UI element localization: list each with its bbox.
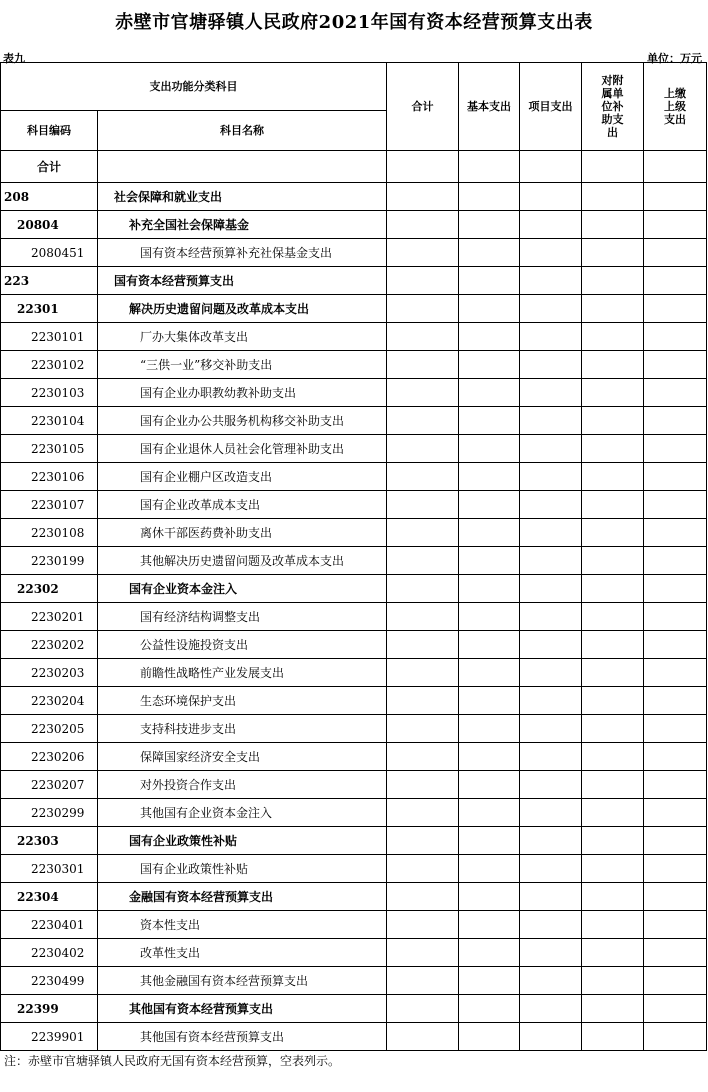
budget-table (0, 62, 707, 1051)
row-basic-cell (459, 323, 520, 351)
row-project-cell (520, 631, 582, 659)
row-upper-cell (644, 183, 707, 211)
row-total-cell (387, 855, 459, 883)
row-subsidy-cell (582, 1023, 644, 1051)
footnote: 注：赤壁市官塘驿镇人民政府无国有资本经营预算，空表列示。 (4, 1054, 341, 1068)
row-upper-cell (644, 715, 707, 743)
row-name: 离休干部医药费补助支出 (98, 519, 387, 547)
row-total-cell (387, 799, 459, 827)
row-code: 2230202 (1, 631, 98, 659)
row-upper-cell (644, 631, 707, 659)
row-total-cell (387, 463, 459, 491)
row-upper-cell (644, 799, 707, 827)
row-total-cell (387, 519, 459, 547)
row-upper-cell (644, 239, 707, 267)
row-code: 2230203 (1, 659, 98, 687)
row-total-cell (387, 911, 459, 939)
row-code: 22301 (1, 295, 98, 323)
row-total-cell (387, 267, 459, 295)
row-upper-cell (644, 267, 707, 295)
row-total-cell (387, 295, 459, 323)
row-project-cell (520, 827, 582, 855)
row-subsidy-cell (582, 463, 644, 491)
row-upper-cell (644, 687, 707, 715)
row-total-cell (387, 659, 459, 687)
row-subsidy-cell (582, 743, 644, 771)
row-code: 2230299 (1, 799, 98, 827)
row-code: 223 (1, 267, 98, 295)
row-project-cell (520, 267, 582, 295)
table-row (1, 967, 707, 995)
row-upper-cell (644, 967, 707, 995)
table-row (1, 631, 707, 659)
header-name: 科目名称 (98, 111, 387, 151)
row-name: 金融国有资本经营预算支出 (98, 883, 387, 911)
row-basic-cell (459, 631, 520, 659)
row-name: 其他国有资本经营预算支出 (98, 1023, 387, 1051)
row-project-cell (520, 379, 582, 407)
row-name: 国有经济结构调整支出 (98, 603, 387, 631)
table-row (1, 379, 707, 407)
row-total-cell (387, 687, 459, 715)
row-project-cell (520, 883, 582, 911)
row-basic-cell (459, 547, 520, 575)
row-name: 支持科技进步支出 (98, 715, 387, 743)
row-basic-cell (459, 351, 520, 379)
row-name: 解决历史遗留问题及改革成本支出 (98, 295, 387, 323)
table-row (1, 351, 707, 379)
row-total-cell (387, 743, 459, 771)
table-number: 表九 (3, 52, 25, 65)
row-code: 2230205 (1, 715, 98, 743)
row-total-cell (387, 547, 459, 575)
table-row (1, 295, 707, 323)
row-name: 补充全国社会保障基金 (98, 211, 387, 239)
row-total-cell (387, 239, 459, 267)
table-row (1, 715, 707, 743)
row-upper-cell (644, 771, 707, 799)
row-basic-cell (459, 239, 520, 267)
row-name: “三供一业”移交补助支出 (98, 351, 387, 379)
row-subsidy-cell (582, 631, 644, 659)
row-code: 2230199 (1, 547, 98, 575)
table-row (1, 939, 707, 967)
row-code: 2230108 (1, 519, 98, 547)
row-basic-cell (459, 743, 520, 771)
row-basic-cell (459, 911, 520, 939)
row-total-cell (387, 575, 459, 603)
row-subsidy-cell (582, 211, 644, 239)
row-basic-cell (459, 799, 520, 827)
row-name: 其他金融国有资本经营预算支出 (98, 967, 387, 995)
table-row (1, 827, 707, 855)
table-row (1, 1023, 707, 1051)
row-total-cell (387, 323, 459, 351)
row-basic-cell (459, 687, 520, 715)
row-subsidy-cell (582, 267, 644, 295)
row-total-cell (387, 407, 459, 435)
row-project-cell (520, 239, 582, 267)
row-name: 改革性支出 (98, 939, 387, 967)
row-upper-cell (644, 435, 707, 463)
table-row (1, 575, 707, 603)
row-basic-cell (459, 295, 520, 323)
row-subsidy-cell (582, 295, 644, 323)
row-code: 2230101 (1, 323, 98, 351)
row-name: 国有企业办职教幼教补助支出 (98, 379, 387, 407)
row-subsidy-cell (582, 687, 644, 715)
row-code: 22304 (1, 883, 98, 911)
row-name: 国有资本经营预算补充社保基金支出 (98, 239, 387, 267)
table-row (1, 687, 707, 715)
row-upper-cell (644, 379, 707, 407)
row-project-cell (520, 351, 582, 379)
row-subsidy-cell (582, 379, 644, 407)
row-code: 2080451 (1, 239, 98, 267)
table-row (1, 211, 707, 239)
header-subsidy: 对附属单位补助支出 (582, 63, 644, 151)
row-name: 厂办大集体改革支出 (98, 323, 387, 351)
row-subsidy-cell (582, 995, 644, 1023)
row-total-cell (387, 771, 459, 799)
row-upper-cell (644, 351, 707, 379)
row-name: 其他国有资本经营预算支出 (98, 995, 387, 1023)
row-code: 2230104 (1, 407, 98, 435)
header-row-1 (1, 63, 707, 111)
row-subsidy-cell (582, 491, 644, 519)
table-body (1, 63, 707, 1051)
row-code: 2239901 (1, 1023, 98, 1051)
table-row (1, 407, 707, 435)
row-basic-cell (459, 883, 520, 911)
row-basic-cell (459, 771, 520, 799)
row-project-cell (520, 771, 582, 799)
row-subsidy-cell (582, 239, 644, 267)
row-total-cell (387, 631, 459, 659)
row-project-cell (520, 995, 582, 1023)
row-subsidy-cell (582, 827, 644, 855)
row-total-cell (387, 603, 459, 631)
row-basic-cell (459, 603, 520, 631)
header-category-group: 支出功能分类科目 (1, 63, 387, 111)
row-total-cell (387, 491, 459, 519)
row-total-cell (387, 1023, 459, 1051)
row-upper-cell (644, 1023, 707, 1051)
row-name: 其他解决历史遗留问题及改革成本支出 (98, 547, 387, 575)
row-name: 国有企业退休人员社会化管理补助支出 (98, 435, 387, 463)
row-name: 国有资本经营预算支出 (98, 267, 387, 295)
row-basic-cell (459, 575, 520, 603)
header-basic: 基本支出 (459, 63, 520, 151)
row-subsidy-cell (582, 603, 644, 631)
table-row (1, 183, 707, 211)
row-name: 资本性支出 (98, 911, 387, 939)
row-project-cell (520, 659, 582, 687)
row-upper-cell (644, 883, 707, 911)
header-code: 科目编码 (1, 111, 98, 151)
row-basic-cell (459, 407, 520, 435)
row-code: 2230106 (1, 463, 98, 491)
row-basic-cell (459, 267, 520, 295)
row-code: 22302 (1, 575, 98, 603)
row-project-cell (520, 911, 582, 939)
row-project-cell (520, 939, 582, 967)
row-basic-cell (459, 939, 520, 967)
row-subsidy-cell (582, 967, 644, 995)
row-name: 国有企业政策性补贴 (98, 827, 387, 855)
row-upper-cell (644, 547, 707, 575)
row-code: 2230204 (1, 687, 98, 715)
row-basic-cell (459, 463, 520, 491)
row-name: 保障国家经济安全支出 (98, 743, 387, 771)
header-total: 合计 (387, 63, 459, 151)
row-project-cell (520, 687, 582, 715)
row-upper-cell (644, 855, 707, 883)
row-name (98, 151, 387, 183)
table-row (1, 151, 707, 183)
row-code: 合计 (1, 151, 98, 183)
row-code: 2230301 (1, 855, 98, 883)
row-code: 2230402 (1, 939, 98, 967)
row-upper-cell (644, 827, 707, 855)
unit-label: 单位：万元 (647, 52, 702, 65)
row-subsidy-cell (582, 435, 644, 463)
row-project-cell (520, 463, 582, 491)
row-basic-cell (459, 519, 520, 547)
row-project-cell (520, 547, 582, 575)
row-project-cell (520, 211, 582, 239)
row-basic-cell (459, 715, 520, 743)
table-row (1, 911, 707, 939)
row-subsidy-cell (582, 799, 644, 827)
row-name: 其他国有企业资本金注入 (98, 799, 387, 827)
row-project-cell (520, 799, 582, 827)
row-project-cell (520, 575, 582, 603)
row-subsidy-cell (582, 407, 644, 435)
row-basic-cell (459, 995, 520, 1023)
row-project-cell (520, 603, 582, 631)
row-subsidy-cell (582, 323, 644, 351)
row-name: 社会保障和就业支出 (98, 183, 387, 211)
row-project-cell (520, 323, 582, 351)
table-row (1, 239, 707, 267)
row-code: 2230207 (1, 771, 98, 799)
row-upper-cell (644, 659, 707, 687)
row-subsidy-cell (582, 575, 644, 603)
row-subsidy-cell (582, 183, 644, 211)
row-code: 2230499 (1, 967, 98, 995)
row-total-cell (387, 183, 459, 211)
table-row (1, 771, 707, 799)
row-total-cell (387, 435, 459, 463)
row-total-cell (387, 715, 459, 743)
row-subsidy-cell (582, 547, 644, 575)
row-code: 2230401 (1, 911, 98, 939)
row-project-cell (520, 715, 582, 743)
row-basic-cell (459, 491, 520, 519)
row-subsidy-cell (582, 939, 644, 967)
row-name: 国有企业棚户区改造支出 (98, 463, 387, 491)
table-row (1, 491, 707, 519)
table-row (1, 323, 707, 351)
table-row (1, 547, 707, 575)
table-row (1, 883, 707, 911)
table-row (1, 855, 707, 883)
row-upper-cell (644, 295, 707, 323)
table-row (1, 659, 707, 687)
row-subsidy-cell (582, 771, 644, 799)
row-total-cell (387, 827, 459, 855)
row-upper-cell (644, 603, 707, 631)
row-basic-cell (459, 827, 520, 855)
row-code: 22303 (1, 827, 98, 855)
row-basic-cell (459, 855, 520, 883)
table-row (1, 463, 707, 491)
table-row (1, 519, 707, 547)
table-row (1, 603, 707, 631)
row-project-cell (520, 1023, 582, 1051)
row-total-cell (387, 351, 459, 379)
row-project-cell (520, 295, 582, 323)
row-subsidy-cell (582, 351, 644, 379)
row-upper-cell (644, 211, 707, 239)
row-project-cell (520, 519, 582, 547)
header-upper: 上缴上级支出 (644, 63, 707, 151)
row-subsidy-cell (582, 659, 644, 687)
row-basic-cell (459, 435, 520, 463)
table-row (1, 799, 707, 827)
table-row (1, 995, 707, 1023)
row-project-cell (520, 855, 582, 883)
row-name: 公益性设施投资支出 (98, 631, 387, 659)
row-upper-cell (644, 323, 707, 351)
row-subsidy-cell (582, 911, 644, 939)
row-basic-cell (459, 183, 520, 211)
row-upper-cell (644, 151, 707, 183)
row-basic-cell (459, 1023, 520, 1051)
row-name: 对外投资合作支出 (98, 771, 387, 799)
row-upper-cell (644, 939, 707, 967)
row-project-cell (520, 151, 582, 183)
row-total-cell (387, 939, 459, 967)
row-project-cell (520, 407, 582, 435)
row-code: 2230206 (1, 743, 98, 771)
row-subsidy-cell (582, 151, 644, 183)
row-project-cell (520, 491, 582, 519)
row-project-cell (520, 435, 582, 463)
row-project-cell (520, 183, 582, 211)
row-project-cell (520, 743, 582, 771)
row-upper-cell (644, 463, 707, 491)
page-title: 赤壁市官塘驿镇人民政府2021年国有资本经营预算支出表 (115, 12, 593, 33)
row-basic-cell (459, 151, 520, 183)
row-basic-cell (459, 211, 520, 239)
table-row (1, 267, 707, 295)
row-project-cell (520, 967, 582, 995)
row-total-cell (387, 211, 459, 239)
row-subsidy-cell (582, 715, 644, 743)
row-code: 2230107 (1, 491, 98, 519)
row-upper-cell (644, 575, 707, 603)
row-upper-cell (644, 911, 707, 939)
row-total-cell (387, 995, 459, 1023)
row-basic-cell (459, 379, 520, 407)
row-upper-cell (644, 519, 707, 547)
row-name: 生态环境保护支出 (98, 687, 387, 715)
row-total-cell (387, 883, 459, 911)
row-subsidy-cell (582, 519, 644, 547)
row-code: 2230201 (1, 603, 98, 631)
row-name: 国有企业资本金注入 (98, 575, 387, 603)
row-subsidy-cell (582, 855, 644, 883)
row-upper-cell (644, 743, 707, 771)
row-upper-cell (644, 491, 707, 519)
row-code: 22399 (1, 995, 98, 1023)
row-total-cell (387, 151, 459, 183)
row-code: 2230102 (1, 351, 98, 379)
row-basic-cell (459, 659, 520, 687)
row-name: 国有企业办公共服务机构移交补助支出 (98, 407, 387, 435)
table-row (1, 435, 707, 463)
row-name: 前瞻性战略性产业发展支出 (98, 659, 387, 687)
row-code: 2230103 (1, 379, 98, 407)
row-name: 国有企业改革成本支出 (98, 491, 387, 519)
row-basic-cell (459, 967, 520, 995)
row-code: 208 (1, 183, 98, 211)
row-code: 20804 (1, 211, 98, 239)
table-row (1, 743, 707, 771)
row-total-cell (387, 967, 459, 995)
row-subsidy-cell (582, 883, 644, 911)
row-upper-cell (644, 407, 707, 435)
header-project: 项目支出 (520, 63, 582, 151)
row-upper-cell (644, 995, 707, 1023)
row-code: 2230105 (1, 435, 98, 463)
row-total-cell (387, 379, 459, 407)
row-name: 国有企业政策性补贴 (98, 855, 387, 883)
